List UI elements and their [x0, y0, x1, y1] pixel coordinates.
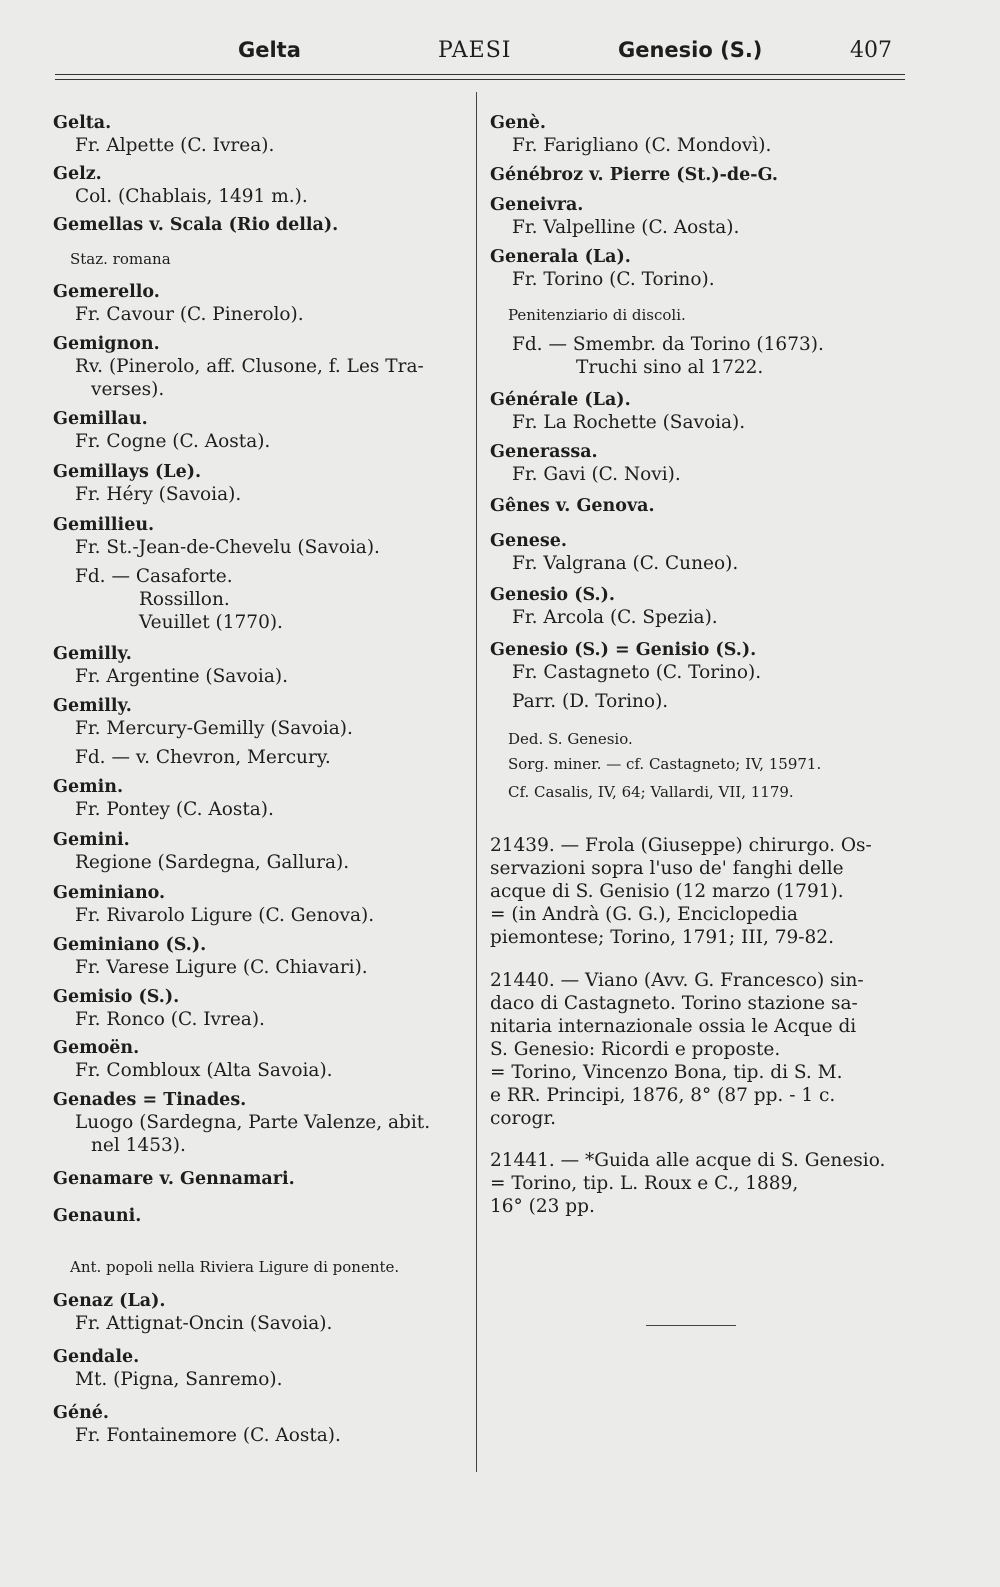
entry-detail: Fr. Argentine (Savoia). [75, 666, 288, 687]
entry-headword: Genauni. [53, 1206, 142, 1226]
entry-detail: Fr. Attignat-Oncin (Savoia). [75, 1313, 333, 1334]
entry-detail: nel 1453). [91, 1135, 186, 1156]
bibliography-line: S. Genesio: Ricordi e proposte. [490, 1039, 781, 1060]
header-section-title: PAESI [438, 38, 512, 63]
entry-headword: Génébroz v. Pierre (St.)-de-G. [490, 165, 778, 185]
entry-detail: Fr. Valgrana (C. Cuneo). [512, 553, 739, 574]
entry-headword: Gemisio (S.). [53, 987, 180, 1007]
entry-detail: Regione (Sardegna, Gallura). [75, 852, 350, 873]
entry-headword: Gendale. [53, 1347, 140, 1367]
entry-note: Cf. Casalis, IV, 64; Vallardi, VII, 1179. [508, 783, 794, 801]
entry-detail: Rv. (Pinerolo, aff. Clusone, f. Les Tra- [75, 356, 424, 377]
bibliography-line: = Torino, tip. L. Roux e C., 1889, [490, 1173, 799, 1194]
entry-detail: Col. (Chablais, 1491 m.). [75, 186, 308, 207]
entry-headword: Genamare v. Gennamari. [53, 1169, 295, 1189]
bibliography-line: 21441. — *Guida alle acque di S. Genesio. [490, 1150, 886, 1171]
entry-headword: Gemilly. [53, 696, 132, 716]
entry-detail: Veuillet (1770). [139, 612, 283, 633]
entry-detail: Fd. — v. Chevron, Mercury. [75, 747, 331, 768]
entry-detail: Fr. Gavi (C. Novi). [512, 464, 681, 485]
header-left-keyword: Gelta [238, 38, 301, 62]
entry-note: Penitenziario di discoli. [508, 306, 686, 324]
bibliography-line: = Torino, Vincenzo Bona, tip. di S. M. [490, 1062, 843, 1083]
entry-headword: Gemin. [53, 777, 124, 797]
column-divider [476, 92, 477, 1472]
header-rule [55, 74, 905, 75]
entry-detail: Fr. Alpette (C. Ivrea). [75, 135, 275, 156]
bibliography-line: daco di Castagneto. Torino stazione sa- [490, 993, 858, 1014]
bibliography-line: acque di S. Genisio (12 marzo (1791). [490, 881, 844, 902]
entry-detail: Rossillon. [139, 589, 230, 610]
entry-detail: Fr. La Rochette (Savoia). [512, 412, 746, 433]
entry-headword: Genese. [490, 531, 568, 551]
entry-note: Staz. romana [70, 250, 171, 268]
entry-detail: Fr. Rivarolo Ligure (C. Genova). [75, 905, 375, 926]
entry-headword: Genades = Tinades. [53, 1090, 247, 1110]
entry-headword: Géné. [53, 1403, 110, 1423]
entry-headword: Gemerello. [53, 282, 160, 302]
entry-headword: Générale (La). [490, 390, 631, 410]
entry-detail: Fd. — Smembr. da Torino (1673). [512, 334, 824, 355]
entry-detail: Fr. Valpelline (C. Aosta). [512, 217, 740, 238]
entry-detail: Fr. Mercury-Gemilly (Savoia). [75, 718, 353, 739]
bibliography-line: nitaria internazionale ossia le Acque di [490, 1016, 857, 1037]
page-number: 407 [850, 38, 892, 63]
entry-note: Sorg. miner. — cf. Castagneto; IV, 15971. [508, 755, 822, 773]
entry-detail: Fr. Cavour (C. Pinerolo). [75, 304, 304, 325]
entry-detail: Fr. Héry (Savoia). [75, 484, 242, 505]
entry-headword: Geminiano (S.). [53, 935, 207, 955]
entry-detail: Parr. (D. Torino). [512, 691, 669, 712]
bibliography-line: = (in Andrà (G. G.), Enciclopedia [490, 904, 798, 925]
entry-headword: Genaz (La). [53, 1291, 166, 1311]
entry-note: Ant. popoli nella Riviera Ligure di ponente. [70, 1258, 400, 1276]
entry-detail: Fr. Farigliano (C. Mondovì). [512, 135, 772, 156]
entry-detail: Fr. Torino (C. Torino). [512, 269, 715, 290]
entry-detail: Fr. Pontey (C. Aosta). [75, 799, 274, 820]
bibliography-line: e RR. Principi, 1876, 8° (87 pp. - 1 c. [490, 1085, 836, 1106]
entry-headword: Genesio (S.) = Genisio (S.). [490, 640, 757, 660]
entry-detail: Fr. Arcola (C. Spezia). [512, 607, 718, 628]
bibliography-line: servazioni sopra l'uso de' fanghi delle [490, 858, 844, 879]
bibliography-line: piemontese; Torino, 1791; III, 79-82. [490, 927, 834, 948]
bibliography-line: 21440. — Viano (Avv. G. Francesco) sin- [490, 970, 864, 991]
entry-detail: Fr. St.-Jean-de-Chevelu (Savoia). [75, 537, 380, 558]
entry-detail: Fr. Castagneto (C. Torino). [512, 662, 762, 683]
entry-headword: Gemilly. [53, 644, 132, 664]
entry-headword: Gemini. [53, 830, 130, 850]
entry-detail: Fr. Combloux (Alta Savoia). [75, 1060, 333, 1081]
header-rule-thin [55, 79, 905, 80]
entry-detail: Luogo (Sardegna, Parte Valenze, abit. [75, 1112, 431, 1133]
entry-headword: Genesio (S.). [490, 585, 615, 605]
bibliography-line: 16° (23 pp. [490, 1196, 595, 1217]
entry-detail: Fr. Varese Ligure (C. Chiavari). [75, 957, 368, 978]
header-right-keyword: Genesio (S.) [618, 38, 763, 62]
entry-headword: Gelz. [53, 164, 102, 184]
entry-detail: verses). [91, 379, 165, 400]
entry-headword: Geminiano. [53, 883, 166, 903]
bibliography-line: corogr. [490, 1108, 557, 1129]
entry-headword: Gemillays (Le). [53, 462, 202, 482]
entry-headword: Gemignon. [53, 334, 160, 354]
entry-detail: Fr. Cogne (C. Aosta). [75, 431, 271, 452]
entry-headword: Gemellas v. Scala (Rio della). [53, 215, 339, 235]
entry-headword: Gemillieu. [53, 515, 155, 535]
entry-note: Ded. S. Genesio. [508, 730, 633, 748]
running-head [50, 38, 910, 74]
entry-headword: Gênes v. Genova. [490, 496, 655, 516]
bibliography-line: 21439. — Frola (Giuseppe) chirurgo. Os- [490, 835, 872, 856]
entry-detail: Truchi sino al 1722. [576, 357, 764, 378]
entry-headword: Geneivra. [490, 195, 584, 215]
entry-headword: Generassa. [490, 442, 598, 462]
entry-headword: Gelta. [53, 113, 112, 133]
entry-detail: Mt. (Pigna, Sanremo). [75, 1369, 283, 1390]
entry-headword: Generala (La). [490, 247, 631, 267]
entry-detail: Fr. Fontainemore (C. Aosta). [75, 1425, 341, 1446]
entry-detail: Fd. — Casaforte. [75, 566, 233, 587]
entry-headword: Genè. [490, 113, 547, 133]
entry-headword: Gemillau. [53, 409, 148, 429]
entry-detail: Fr. Ronco (C. Ivrea). [75, 1009, 265, 1030]
end-rule [646, 1325, 736, 1326]
entry-headword: Gemoën. [53, 1038, 140, 1058]
